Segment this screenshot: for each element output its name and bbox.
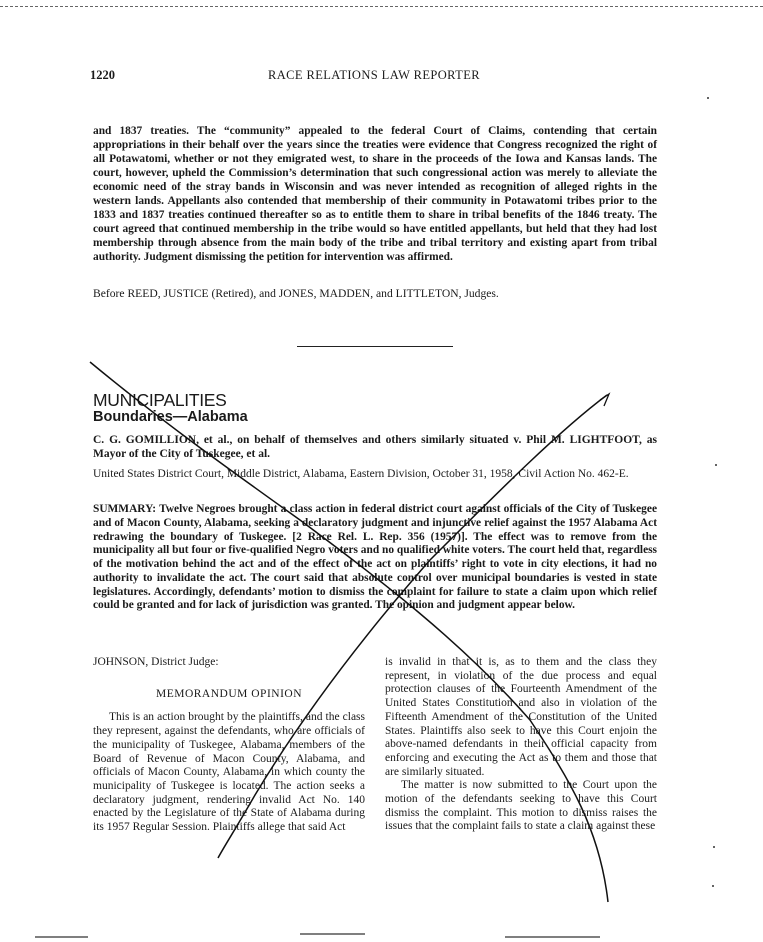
opinion-left-column: [93, 656, 365, 835]
section-divider: [297, 346, 453, 347]
prior-case-summary: and 1837 treaties. The “community” appealed to the federal Court of Claims, contending that certain appropriations in their behalf over the years since the treaties were evidence that Congress recognized the right of all Potawatomi, whether or not they emigrated west, to share in the proceeds of the Iowa and Kansas lands. The court, however, upheld the Commission’s determination that such congressional action was merely to alleviate the economic need of the stray bands in Wisconsin and was never intended as recognition of alleged rights in the western lands. Appellants also contended that membership of their community in Potawatomi tribes prior to the 1833 and 1837 treaties continued thereafter so as to entitle them to share in tribal benefits of the 1846 treaty. The court agreed that continued membership in the tribe would so have entitled appellants, but held that they had lost membership through absence from the main body of the tribe and tribal territory and existing apart from tribal authority. Judgment dismissing the petition for intervention was affirmed.: [93, 125, 657, 264]
court-line: United States District Court, Middle District, Alabama, Eastern Division, October 31, 1958, Civil Action No. 462-E.: [93, 468, 629, 480]
scan-top-edge: [0, 6, 763, 7]
judges-line: Before REED, JUSTICE (Retired), and JONES, MADDEN, and LITTLETON, Judges.: [93, 287, 499, 300]
section-title: MUNICIPALITIES: [93, 390, 227, 410]
judge-line: JOHNSON, District Judge:: [93, 656, 219, 668]
running-head: RACE RELATIONS LAW REPORTER: [268, 68, 480, 82]
bottom-edge-mark: [35, 934, 600, 937]
scan-speck: [715, 464, 717, 466]
opinion-paragraph: The matter is now submitted to the Court upon the motion of the defendants seeking to have this Court dismiss the complaint. This motion to dismiss raises the issues that the complaint fails to state a claim against these: [385, 779, 657, 833]
scan-speck: [707, 97, 709, 99]
case-summary: SUMMARY: Twelve Negroes brought a class action in federal district court against officials of the City of Tuskegee and of Macon County, Alabama, seeking a declaratory judgment and injunctive relief against the 1957 Alabama Act redrawing the boundary of Tuskegee. [2 Race Rel. L. Rep. 356 (1957)]. The effect was to remove from the municipality all but four or five-qualified Negro voters and no qualified white voters. The court held that, regardless of the motivation behind the act and of the effect of the act on plaintiffs’ right to vote in city elections, it had no authority to invalidate the act. The court said that absolute control over municipal boundaries is vested in state legislatures. Accordingly, defendants’ motion to dismiss the complaint for failure to state a claim upon which relief could be granted and for lack of jurisdiction was granted. The opinion and judgment appear below.: [93, 503, 657, 612]
scan-speck: [712, 885, 714, 887]
case-caption: C. G. GOMILLION, et al., on behalf of themselves and others similarly situated v. Phil M. LIGHTFOOT, as Mayor of the City of Tuskegee, et al.: [93, 434, 657, 460]
scan-speck: [713, 846, 715, 848]
opinion-paragraph: This is an action brought by the plaintiffs, and the class they represent, against the defendants, who are officials of the municipality of Tuskegee, Alabama, members of the Board of Revenue of Macon County, Alabama, and officials of Macon County, Alabama, in which county the municipality of Tuskegee is located. The action seeks a declaratory judgment, rendering invalid Act No. 140 enacted by the Legislature of the State of Alabama during its 1957 Regular Session. Plaintiffs allege that said Act: [93, 711, 365, 834]
pen-arrowhead: [600, 394, 609, 406]
page-number: 1220: [90, 68, 115, 82]
section-subtitle: Boundaries—Alabama: [93, 409, 248, 425]
opinion-paragraph: is invalid in that it is, as to them and the class they represent, in violation of the due process and equal protection clauses of the Fourteenth Amendment of the United States Constitution and also in violation of the Fifteenth Amendment of the Constitution of the United States. Plaintiffs also seek to have this Court enjoin the above-named defendants in their official capacity from enforcing and executing the Act as to them and those that are similarly situated.: [385, 656, 657, 778]
opinion-heading: MEMORANDUM OPINION: [155, 687, 303, 700]
opinion-right-column: [385, 656, 657, 834]
page-header: [90, 68, 658, 84]
